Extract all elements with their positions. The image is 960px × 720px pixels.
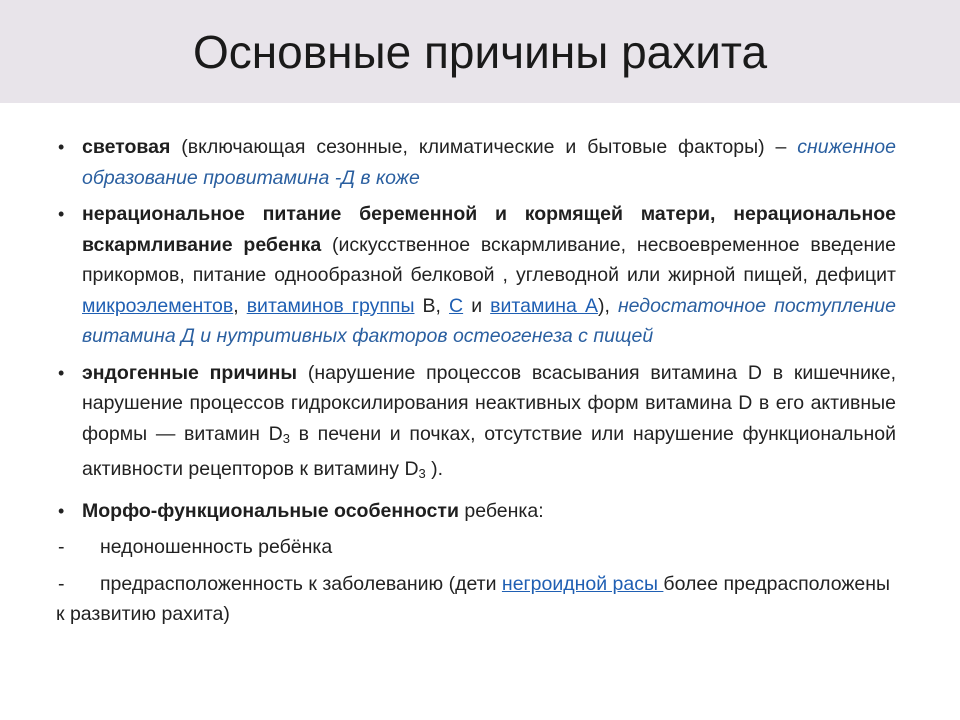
bullet-text: ребенка: xyxy=(458,499,544,522)
slide-content xyxy=(56,132,896,630)
link-vitamins-group[interactable]: витаминов группы xyxy=(246,294,415,317)
dash-marker: - xyxy=(58,536,65,558)
bullet-bold-term: Морфо-функциональные особенности xyxy=(82,499,459,522)
link-negroid-race[interactable]: негроидной расы xyxy=(501,572,664,595)
dash-text: предрасположенность к заболеванию (дети xyxy=(100,572,502,595)
bullet-text: в печени и почках, отсутствие или нарушение функциональной активности рецепторов к витамину D xyxy=(82,422,896,480)
dash-item-prematurity xyxy=(56,532,896,563)
dash-text: недоношенность ребёнка xyxy=(100,536,333,558)
bullet-dot-icon: • xyxy=(58,204,65,224)
bullet-text: В, xyxy=(414,294,450,317)
bullet-dot-icon: • xyxy=(58,362,65,383)
bullet-text: , xyxy=(233,294,247,317)
bullet-text: (искусственное вскармливание, несвоевременное введение прикормов, питание однообразной белковой , углеводной или жирной пищей, дефицит xyxy=(82,233,897,286)
bullet-endogenous xyxy=(56,358,896,490)
bullet-text: ). xyxy=(425,458,444,480)
slide-title: Основные причины рахита xyxy=(192,26,768,78)
subscript: 3 xyxy=(282,430,290,446)
dash-item-predisposition xyxy=(56,569,896,630)
bullet-light-factor xyxy=(56,132,896,193)
bullet-dot-icon: • xyxy=(58,500,65,521)
bullet-morpho xyxy=(56,496,896,527)
bullet-italic-note: недостаточное поступление витамина Д и нутритивных факторов остеогенеза с пищей xyxy=(82,294,896,347)
bullet-text: (нарушение процессов всасывания витамина D в кишечнике, нарушение процессов гидроксилирования неактивных форм витамина D в его активные формы — витамин D xyxy=(82,361,896,445)
link-vitamin-c[interactable]: С xyxy=(449,294,464,317)
bullet-text: ), xyxy=(597,294,618,317)
bullet-bold-term: световая xyxy=(82,136,171,158)
bullet-text: и xyxy=(463,294,491,317)
bullet-dot-icon: • xyxy=(58,137,65,157)
bullet-nutrition xyxy=(56,199,896,352)
subscript: 3 xyxy=(418,466,426,481)
bullet-bold-term: нерациональное питание беременной и кормящей матери, нерациональное вскармливание ребенка xyxy=(82,203,896,256)
dash-text: более предрасположены к развитию рахита) xyxy=(56,572,890,625)
bullet-bold-term: эндогенные причины xyxy=(82,361,298,384)
link-vitamin-a[interactable]: витамина А xyxy=(490,294,598,317)
link-microelements[interactable]: микроэлементов xyxy=(82,294,234,317)
bullet-italic-note: сниженное образование провитамина -Д в коже xyxy=(82,136,896,189)
bullet-text: (включающая сезонные, климатические и бытовые факторы) – xyxy=(170,136,798,158)
dash-marker: - xyxy=(58,572,65,595)
